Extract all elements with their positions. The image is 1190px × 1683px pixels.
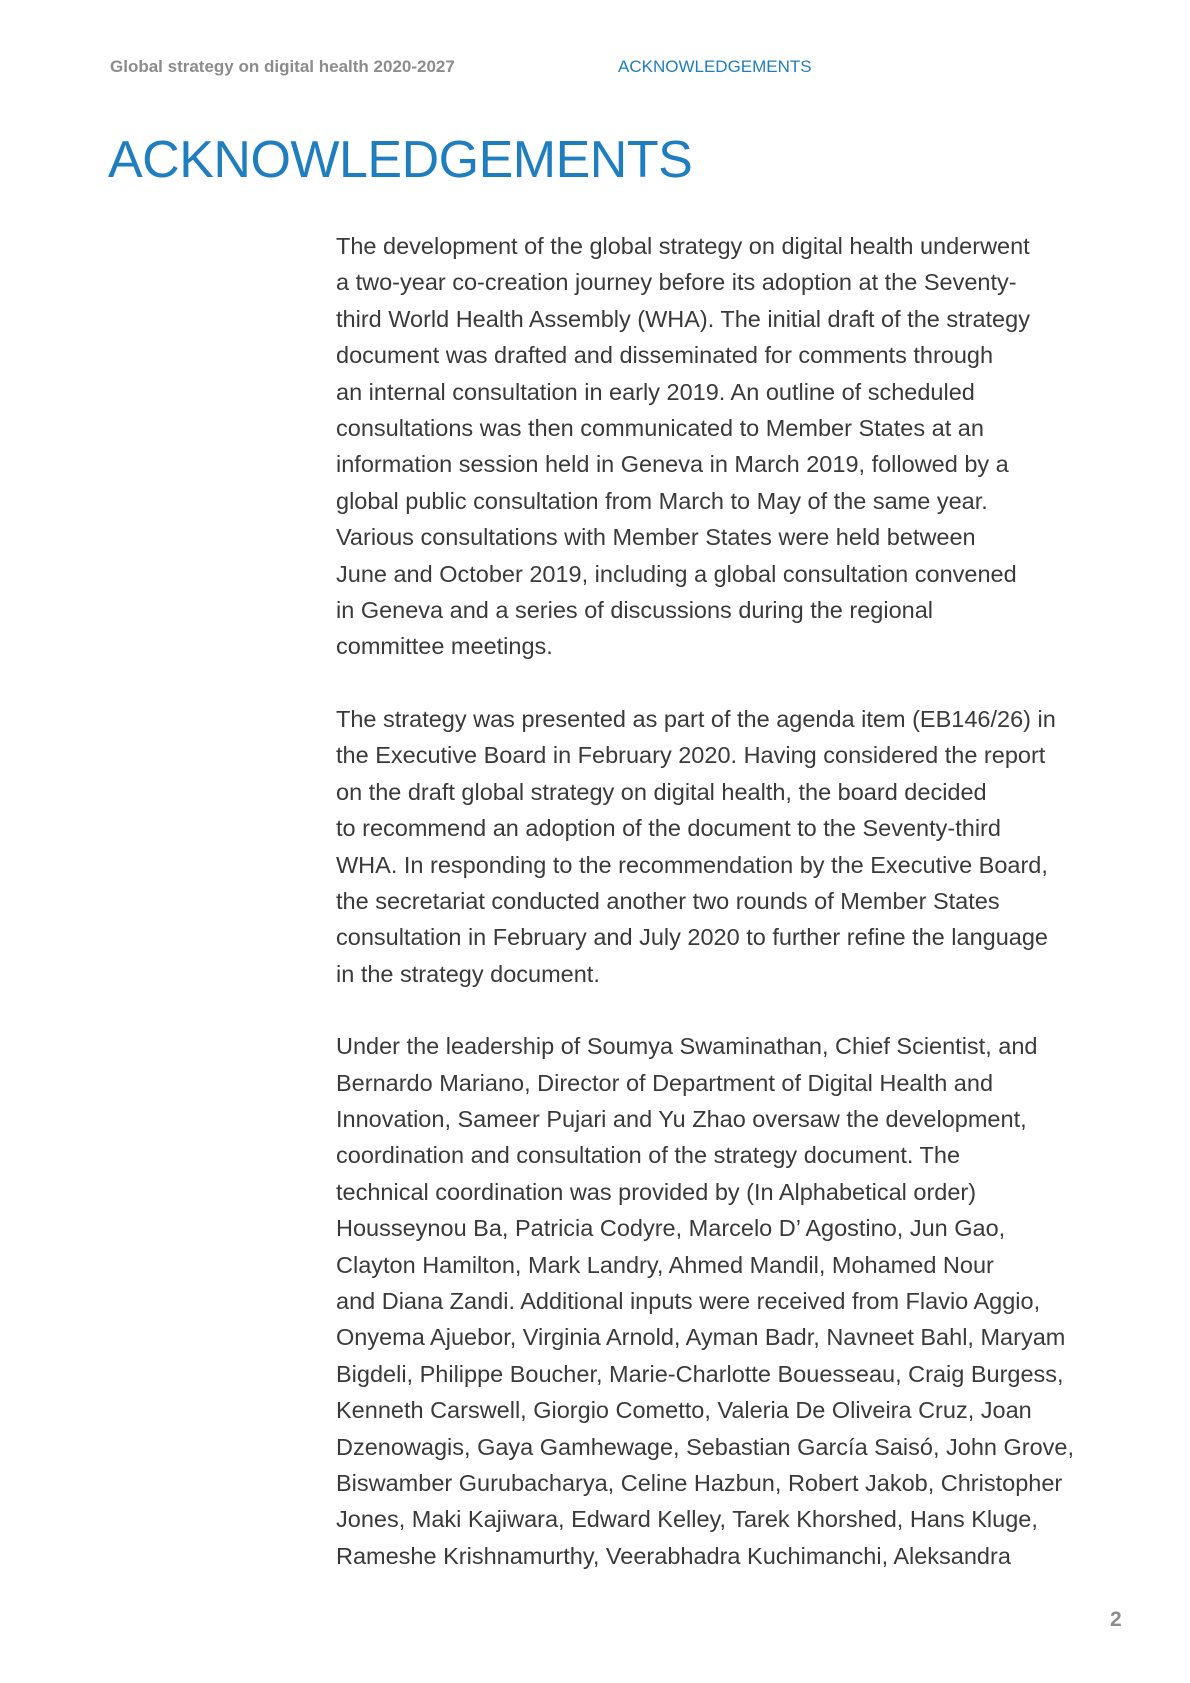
page-title: ACKNOWLEDGEMENTS <box>108 131 693 189</box>
text-line: and Diana Zandi. Additional inputs were received from Flavio Aggio, <box>336 1287 1041 1314</box>
text-line: to recommend an adoption of the document to the Seventy-third <box>336 815 1001 842</box>
paragraph-development <box>336 228 1106 665</box>
text-line: a two-year co-creation journey before its adoption at the Seventy- <box>336 269 1017 296</box>
section-label: ACKNOWLEDGEMENTS <box>618 57 812 76</box>
text-line: Dzenowagis, Gaya Gamhewage, Sebastian García Saisó, John Grove, <box>336 1433 1075 1460</box>
text-line: Biswamber Gurubacharya, Celine Hazbun, Robert Jakob, Christopher <box>336 1470 1063 1496</box>
text-line: on the draft global strategy on digital health, the board decided <box>336 778 987 805</box>
text-line: global public consultation from March to May of the same year. <box>336 487 988 514</box>
paragraph-executive-board <box>336 701 1106 992</box>
text-line: Rameshe Krishnamurthy, Veerabhadra Kuchimanchi, Aleksandra <box>336 1542 1011 1569</box>
text-line: in the strategy document. <box>336 960 600 987</box>
text-line: Bernardo Mariano, Director of Department of Digital Health and <box>336 1069 994 1096</box>
text-line: Housseynou Ba, Patricia Codyre, Marcelo D’ Agostino, Jun Gao, <box>336 1215 1006 1242</box>
running-header <box>110 57 1110 81</box>
document-title: Global strategy on digital health 2020-2027 <box>110 57 455 76</box>
body-text <box>336 228 1106 1610</box>
text-line: committee meetings. <box>336 633 553 660</box>
text-line: document was drafted and disseminated for comments through <box>336 342 994 369</box>
text-line: WHA. In responding to the recommendation by the Executive Board, <box>336 851 1048 878</box>
text-line: technical coordination was provided by (In Alphabetical order) <box>336 1178 977 1205</box>
text-line: June and October 2019, including a global consultation convened <box>336 560 1017 587</box>
text-line: the Executive Board in February 2020. Having considered the report <box>336 742 1046 769</box>
text-line: consultations was then communicated to Member States at an <box>336 415 984 442</box>
text-line: in Geneva and a series of discussions during the regional <box>336 597 934 624</box>
text-line: an internal consultation in early 2019. An outline of scheduled <box>336 378 975 405</box>
text-line: Jones, Maki Kajiwara, Edward Kelley, Tarek Khorshed, Hans Kluge, <box>336 1506 1038 1533</box>
text-line: Various consultations with Member States were held between <box>336 524 976 551</box>
text-line: coordination and consultation of the strategy document. The <box>336 1142 961 1169</box>
text-line: third World Health Assembly (WHA). The initial draft of the strategy <box>336 305 1030 332</box>
text-line: The development of the global strategy on digital health underwent <box>336 233 1030 259</box>
text-line: Innovation, Sameer Pujari and Yu Zhao oversaw the development, <box>336 1105 1027 1132</box>
text-line: Bigdeli, Philippe Boucher, Marie-Charlotte Bouesseau, Craig Burgess, <box>336 1360 1064 1387</box>
text-line: consultation in February and July 2020 to further refine the language <box>336 924 1048 951</box>
paragraph-leadership <box>336 1028 1106 1574</box>
text-line: Kenneth Carswell, Giorgio Cometto, Valeria De Oliveira Cruz, Joan <box>336 1397 1032 1424</box>
page-number: 2 <box>1110 1608 1122 1631</box>
text-line: Clayton Hamilton, Mark Landry, Ahmed Mandil, Mohamed Nour <box>336 1251 994 1278</box>
text-line: Under the leadership of Soumya Swaminathan, Chief Scientist, and <box>336 1033 1038 1060</box>
text-line: the secretariat conducted another two rounds of Member States <box>336 887 1000 914</box>
text-line: Onyema Ajuebor, Virginia Arnold, Ayman Badr, Navneet Bahl, Maryam <box>336 1324 1066 1351</box>
text-line: The strategy was presented as part of the agenda item (EB146/26) in <box>336 705 1056 732</box>
text-line: information session held in Geneva in March 2019, followed by a <box>336 451 1009 478</box>
